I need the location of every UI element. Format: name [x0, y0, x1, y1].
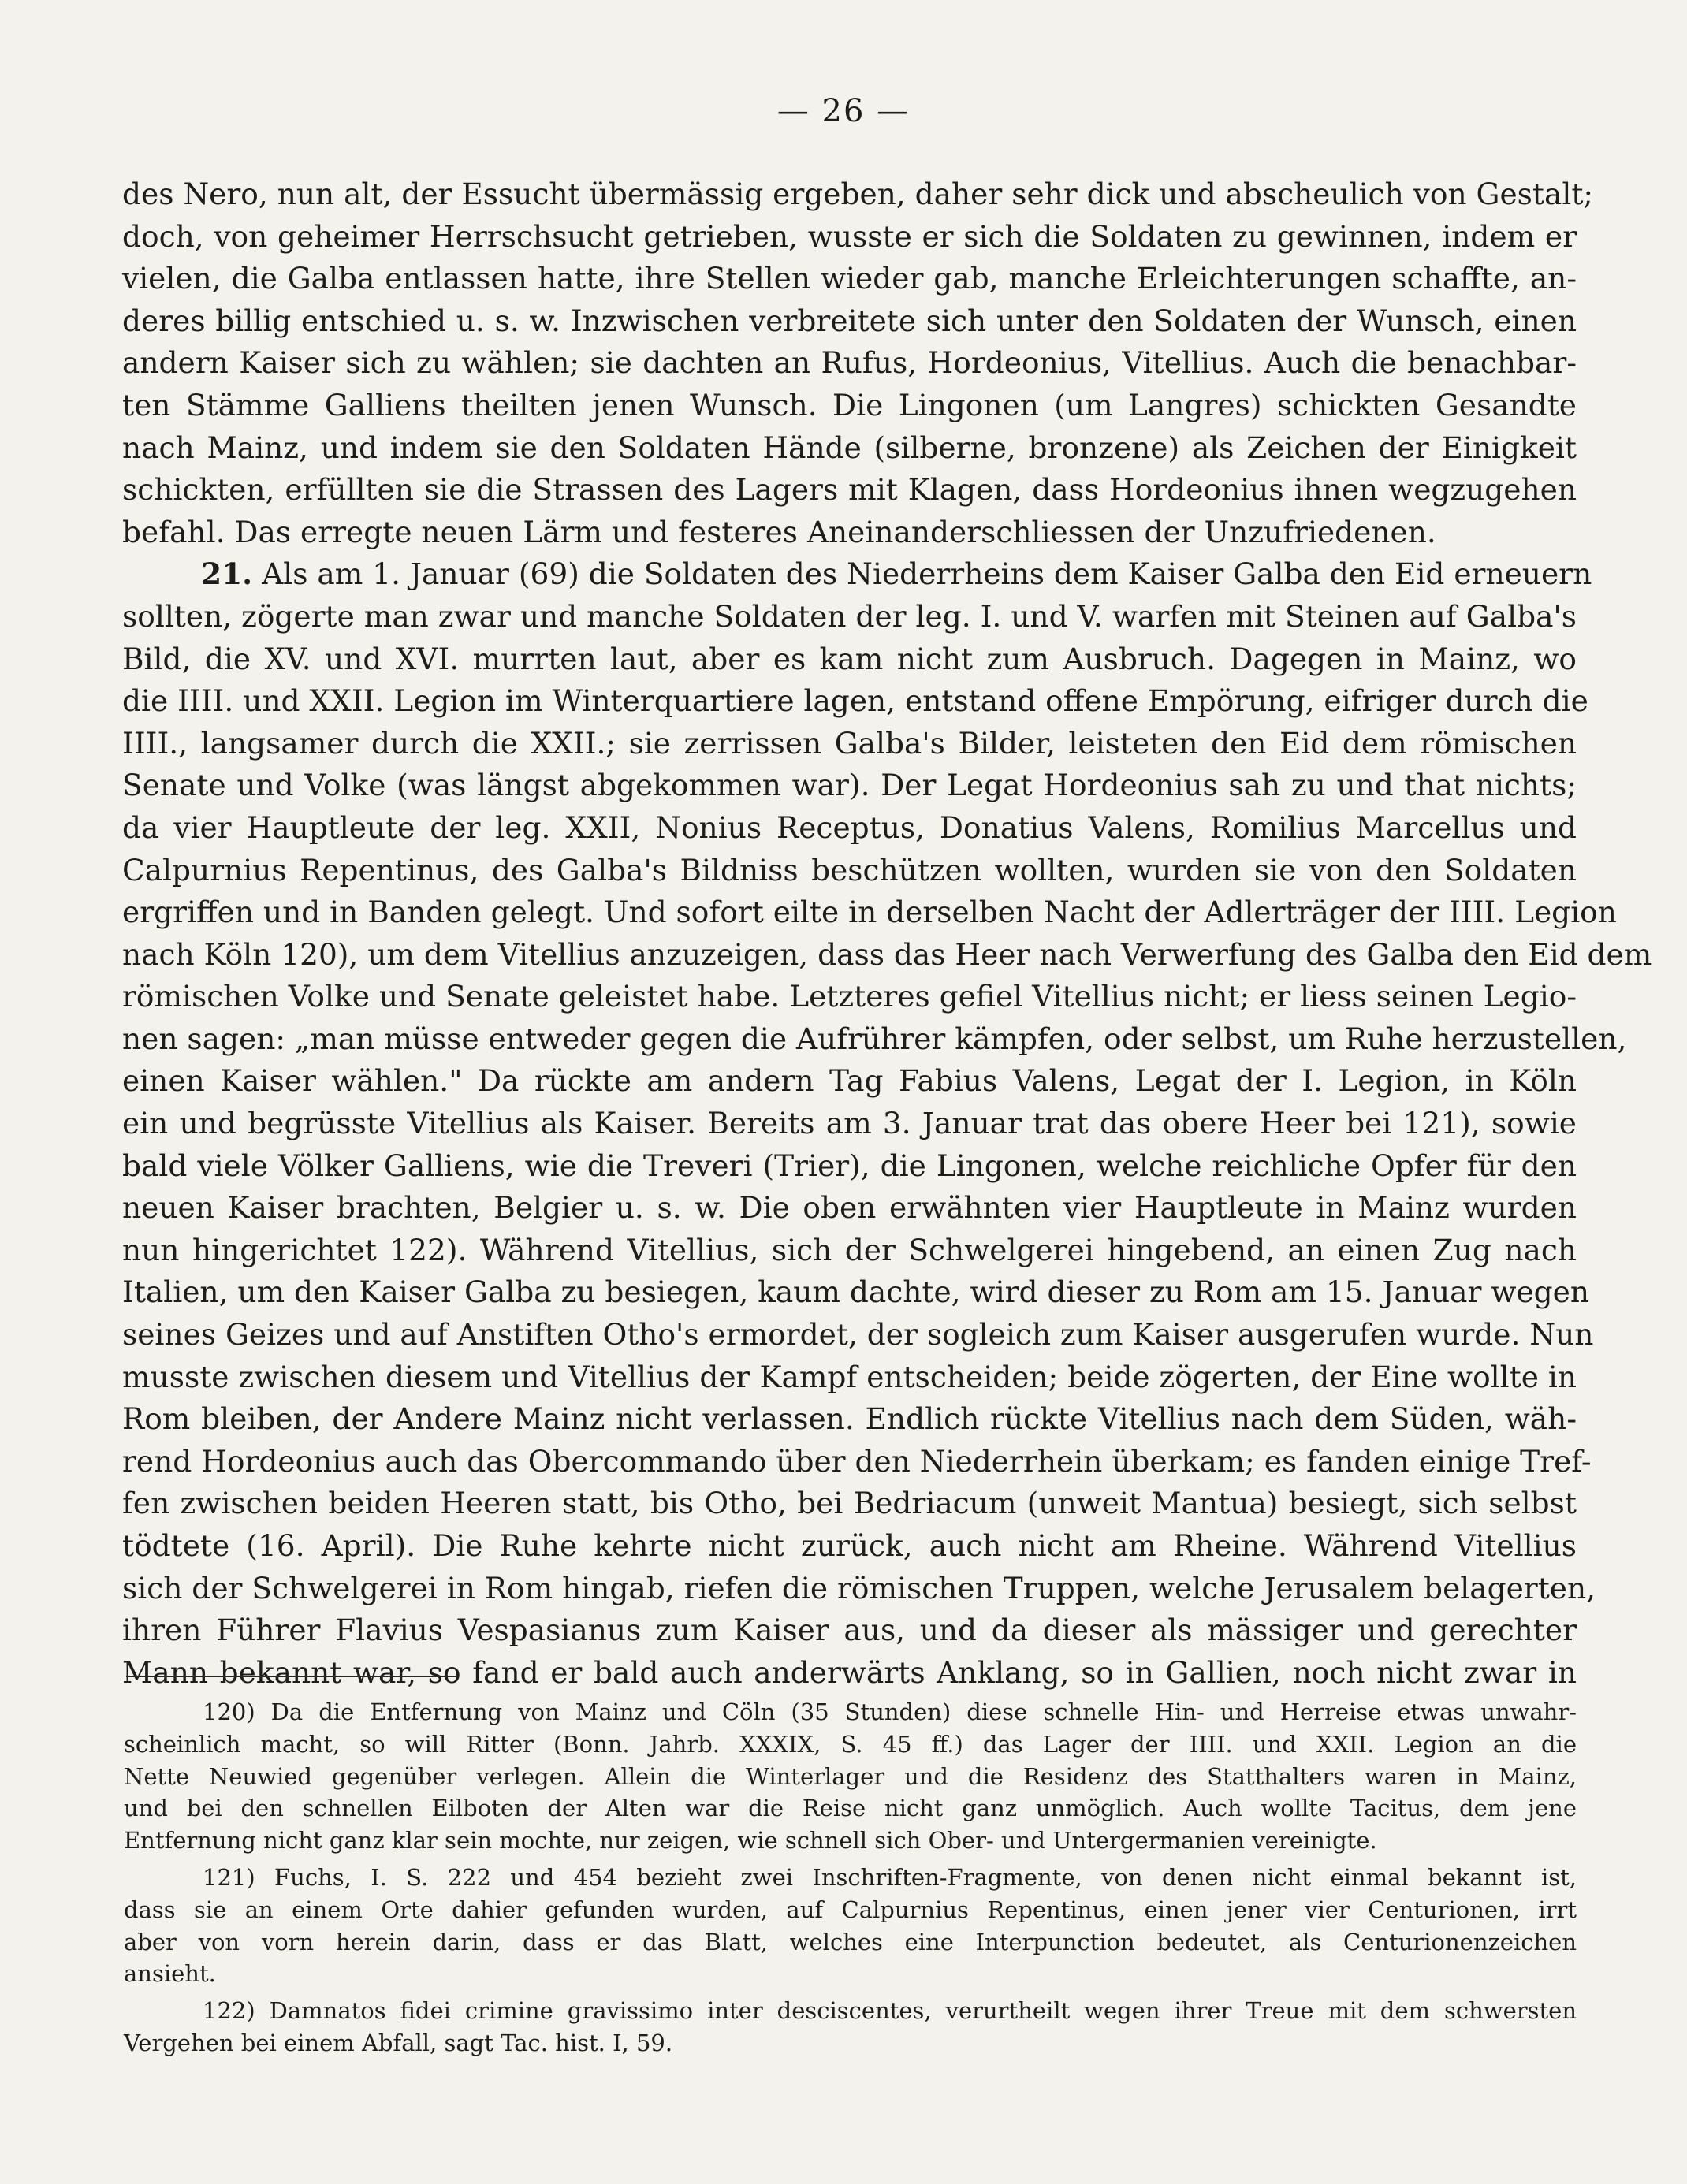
text-line: bald viele Völker Galliens, wie die Treveri (Trier), die Lingonen, welche reichliche Opfer für den	[122, 1148, 1577, 1183]
text-line: sich der Schwelgerei in Rom hingab, riefen die römischen Truppen, welche Jerusalem belagerten,	[122, 1570, 1596, 1605]
text-line: ihren Führer Flavius Vespasianus zum Kaiser aus, und da dieser als mässiger und gerechter	[122, 1613, 1577, 1648]
footnote-120-line: 120) Da die Entfernung von Mainz und Cöln (35 Stunden) diese schnelle Hin- und Herreise etwas unwahr-	[203, 1698, 1577, 1725]
text-line: seines Geizes und auf Anstiften Otho's ermordet, der sogleich zum Kaiser ausgerufen wurde. Nun	[122, 1317, 1594, 1352]
footnote-121-line: aber von vorn herein darin, dass er das Blatt, welches eine Interpunction bedeutet, als Centurionenzeichen	[124, 1928, 1577, 1955]
text-line: ergriffen und in Banden gelegt. Und sofort eilte in derselben Nacht der Adlerträger der IIII. Legion	[122, 895, 1617, 930]
text-line: musste zwischen diesem und Vitellius der Kampf entscheiden; beide zögerten, der Eine wollte in	[122, 1359, 1577, 1394]
text-line: römischen Volke und Senate geleistet habe. Letzteres gefiel Vitellius nicht; er liess seinen Legio-	[122, 979, 1577, 1014]
text-line: sollten, zögerte man zwar und manche Soldaten der leg. I. und V. warfen mit Steinen auf Galba's	[122, 598, 1577, 634]
text-line: fen zwischen beiden Heeren statt, bis Otho, bei Bedriacum (unweit Mantua) besiegt, sich selbst	[122, 1486, 1577, 1521]
footnotes	[124, 1696, 1577, 2059]
section-21-first-line	[122, 553, 1592, 596]
text-line: da vier Hauptleute der leg. XXII, Nonius Receptus, Donatius Valens, Romilius Marcellus und	[122, 809, 1577, 845]
text-line: des Nero, nun alt, der Essucht übermässig ergeben, daher sehr dick und abscheulich von Gestalt;	[122, 177, 1594, 211]
footnote-120-line: und bei den schnellen Eilboten der Alten war die Reise nicht ganz unmöglich. Auch wollte Tacitus, dem jene	[124, 1795, 1577, 1822]
text-line: einen Kaiser wählen." Da rückte am andern Tag Fabius Valens, Legat der I. Legion, in Köln	[122, 1063, 1577, 1099]
footnote-120-line: scheinlich macht, so will Ritter (Bonn. Jahrb. XXXIX, S. 45 ff.) das Lager der IIII. und XXII. Legion an die	[124, 1730, 1577, 1758]
text-line: nach Mainz, und indem sie den Soldaten Hände (silberne, bronzene) als Zeichen der Einigkeit	[122, 430, 1577, 465]
page-number: — 26 —	[776, 93, 911, 129]
footnote-120-line: Nette Neuwied gegenüber verlegen. Allein die Winterlager und die Residenz des Statthalters waren in Mainz,	[124, 1762, 1577, 1790]
text-line: tödtete (16. April). Die Ruhe kehrte nicht zurück, auch nicht am Rheine. Während Vitellius	[122, 1528, 1577, 1563]
text-line: Rom bleiben, der Andere Mainz nicht verlassen. Endlich rückte Vitellius nach dem Süden, wäh-	[122, 1401, 1577, 1437]
text-line: Bild, die XV. und XVI. murrten laut, aber es kam nicht zum Ausbruch. Dagegen in Mainz, wo	[122, 641, 1577, 676]
text-line: ten Stämme Galliens theilten jenen Wunsch. Die Lingonen (um Langres) schickten Gesandte	[122, 387, 1577, 422]
footnote-122-line: Vergehen bei einem Abfall, sagt Tac. hist. I, 59.	[124, 2029, 673, 2056]
text-line: schickten, erfüllten sie die Strassen des Lagers mit Klagen, dass Hordeonius ihnen wegzugehen	[122, 472, 1577, 508]
text-line: deres billig entschied u. s. w. Inzwischen verbreitete sich unter den Soldaten der Wunsch, einen	[122, 303, 1577, 338]
text-line: doch, von geheimer Herrschsucht getrieben, wusste er sich die Soldaten zu gewinnen, indem er	[122, 218, 1577, 254]
text-line: nach Köln 120), um dem Vitellius anzuzeigen, dass das Heer nach Verwerfung des Galba den Eid dem	[122, 936, 1652, 972]
section-first-line-text: Als am 1. Januar (69) die Soldaten des Niederrheins dem Kaiser Galba den Eid erneuern	[262, 556, 1592, 592]
text-line: andern Kaiser sich zu wählen; sie dachten an Rufus, Hordeonius, Vitellius. Auch die benachbar-	[122, 345, 1577, 381]
text-line: befahl. Das erregte neuen Lärm und festeres Aneinanderschliessen der Unzufriedenen.	[122, 514, 1436, 549]
text-line: nen sagen: „man müsse entweder gegen die Aufrührer kämpfen, oder selbst, um Ruhe herzustellen,	[122, 1021, 1627, 1056]
main-text	[122, 173, 1652, 1694]
text-line: ein und begrüsste Vitellius als Kaiser. Bereits am 3. Januar trat das obere Heer bei 121), sowie	[122, 1106, 1577, 1141]
text-line: Mann bekannt war, so fand er bald auch anderwärts Anklang, so in Gallien, noch nicht zwar in	[122, 1654, 1577, 1690]
text-line: vielen, die Galba entlassen hatte, ihre Stellen wieder gab, manche Erleichterungen schaffte, an-	[122, 261, 1577, 296]
text-line: nun hingerichtet 122). Während Vitellius, sich der Schwelgerei hingebend, an einen Zug nach	[122, 1232, 1577, 1267]
section-number: 21.	[201, 556, 253, 592]
footnote-121-line: 121) Fuchs, I. S. 222 und 454 bezieht zwei Inschriften-Fragmente, von denen nicht einmal bekannt ist,	[203, 1863, 1577, 1891]
text-line: IIII., langsamer durch die XXII.; sie zerrissen Galba's Bilder, leisteten den Eid dem römischen	[122, 725, 1577, 761]
text-line: Italien, um den Kaiser Galba zu besiegen, kaum dachte, wird dieser zu Rom am 15. Januar wegen	[122, 1274, 1589, 1310]
text-line: rend Hordeonius auch das Obercommando über den Niederrhein überkam; es fanden einige Tref-	[122, 1443, 1592, 1479]
footnote-divider	[126, 1676, 457, 1677]
text-line: Senate und Volke (was längst abgekommen war). Der Legat Hordeonius sah zu und that nichts;	[122, 768, 1577, 803]
text-line: neuen Kaiser brachten, Belgier u. s. w. Die oben erwähnten vier Hauptleute in Mainz wurden	[122, 1190, 1577, 1226]
text-line: Calpurnius Repentinus, des Galba's Bildniss beschützen wollten, wurden sie von den Soldaten	[122, 852, 1577, 887]
footnote-121-line: ansieht.	[124, 1960, 216, 1988]
footnote-120-line: Entfernung nicht ganz klar sein mochte, nur zeigen, wie schnell sich Ober- und Untergermanien vereinigte.	[124, 1827, 1377, 1855]
text-line: die IIII. und XXII. Legion im Winterquartiere lagen, entstand offene Empörung, eifriger durch die	[122, 683, 1588, 719]
footnote-122-line: 122) Damnatos fidei crimine gravissimo inter desciscentes, verurtheilt wegen ihrer Treue mit dem schwersten	[203, 1997, 1577, 2025]
footnote-121-line: dass sie an einem Orte dahier gefunden wurden, auf Calpurnius Repentinus, einen jener vier Centurionen, irrt	[124, 1896, 1577, 1923]
